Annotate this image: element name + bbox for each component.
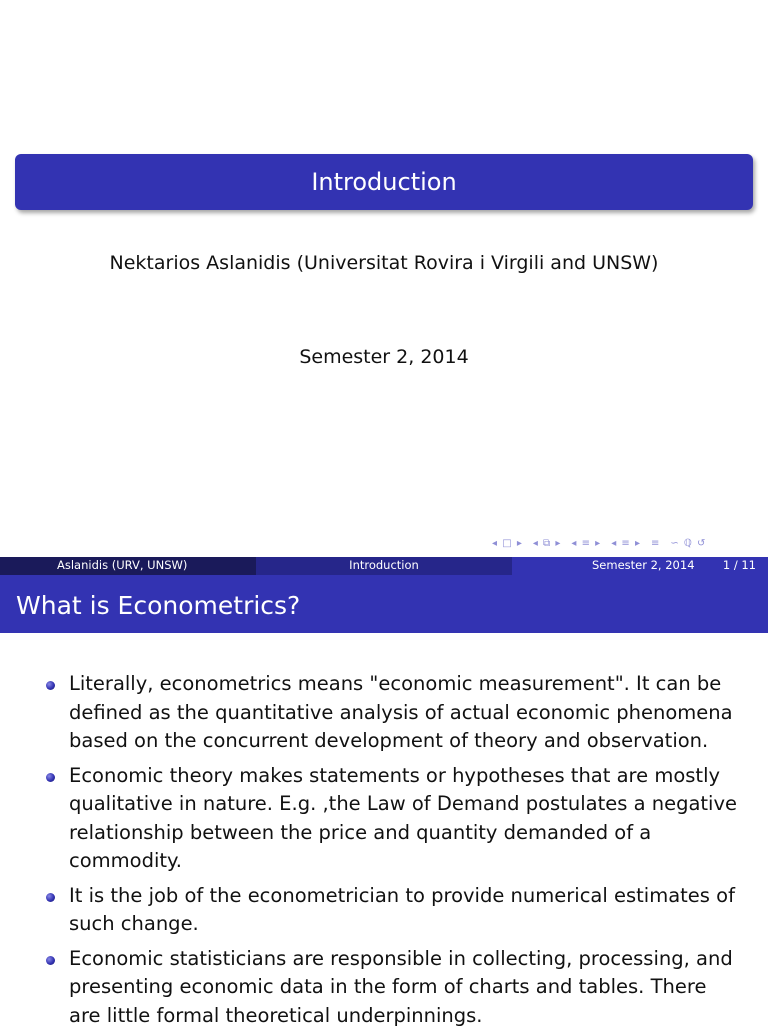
bullet-text: Economic theory makes statements or hypotheses that are mostly qualitative in nature. E.g. ,the Law of Demand postulates a negative relationship between the price and quantity demanded of a commodity. bbox=[69, 763, 737, 872]
nav-search-icon[interactable]: ∽ ℚ ↺ bbox=[670, 538, 707, 549]
date-line: Semester 2, 2014 bbox=[299, 346, 469, 368]
footer-author: Aslanidis (URV, UNSW) bbox=[57, 558, 188, 572]
bullet-text: It is the job of the econometrician to provide numerical estimates of such change. bbox=[69, 883, 735, 935]
list-item bbox=[0, 945, 768, 1031]
nav-toc-icon[interactable]: ≡ bbox=[650, 538, 661, 549]
page-number: 1 / 11 bbox=[722, 558, 756, 572]
nav-part-icon[interactable]: ◂ ≡ ▸ bbox=[611, 538, 641, 549]
nav-subsection-icon[interactable]: ◂ ⧉ ▸ bbox=[532, 538, 562, 549]
bullet-text: Literally, econometrics means "economic measurement". It can be defined as the quantitative analysis of actual economic phenomena based on the concurrent development of theory and observation. bbox=[69, 672, 733, 752]
bullet-icon bbox=[46, 773, 55, 782]
slide-title: Introduction bbox=[311, 168, 457, 196]
bullet-icon bbox=[46, 956, 55, 965]
beamer-navigation bbox=[492, 538, 706, 549]
bullet-icon bbox=[46, 681, 55, 690]
nav-section-icon[interactable]: ◂ ≡ ▸ bbox=[571, 538, 602, 549]
author-line: Nektarios Aslanidis (Universitat Rovira i Virgili and UNSW) bbox=[109, 252, 659, 274]
bullet-icon bbox=[46, 893, 55, 902]
footer-author-cell bbox=[0, 557, 256, 575]
footer-bar bbox=[0, 557, 768, 575]
list-item bbox=[0, 762, 768, 876]
list-item bbox=[0, 882, 768, 939]
bullet-text: Economic statisticians are responsible in collecting, processing, and presenting economic data in the form of charts and tables. There are little formal theoretical underpinnings. bbox=[69, 946, 733, 1027]
nav-frame-icon[interactable]: ◂ □ ▸ bbox=[492, 538, 523, 549]
list-item bbox=[0, 670, 768, 756]
footer-right-cell bbox=[512, 557, 768, 575]
frame-title-bar bbox=[0, 575, 768, 633]
title-box bbox=[15, 154, 753, 210]
footer-title: Introduction bbox=[256, 557, 512, 575]
bullet-list bbox=[0, 670, 768, 1036]
frame-title: What is Econometrics? bbox=[16, 591, 301, 620]
footer-date: Semester 2, 2014 bbox=[592, 558, 695, 572]
